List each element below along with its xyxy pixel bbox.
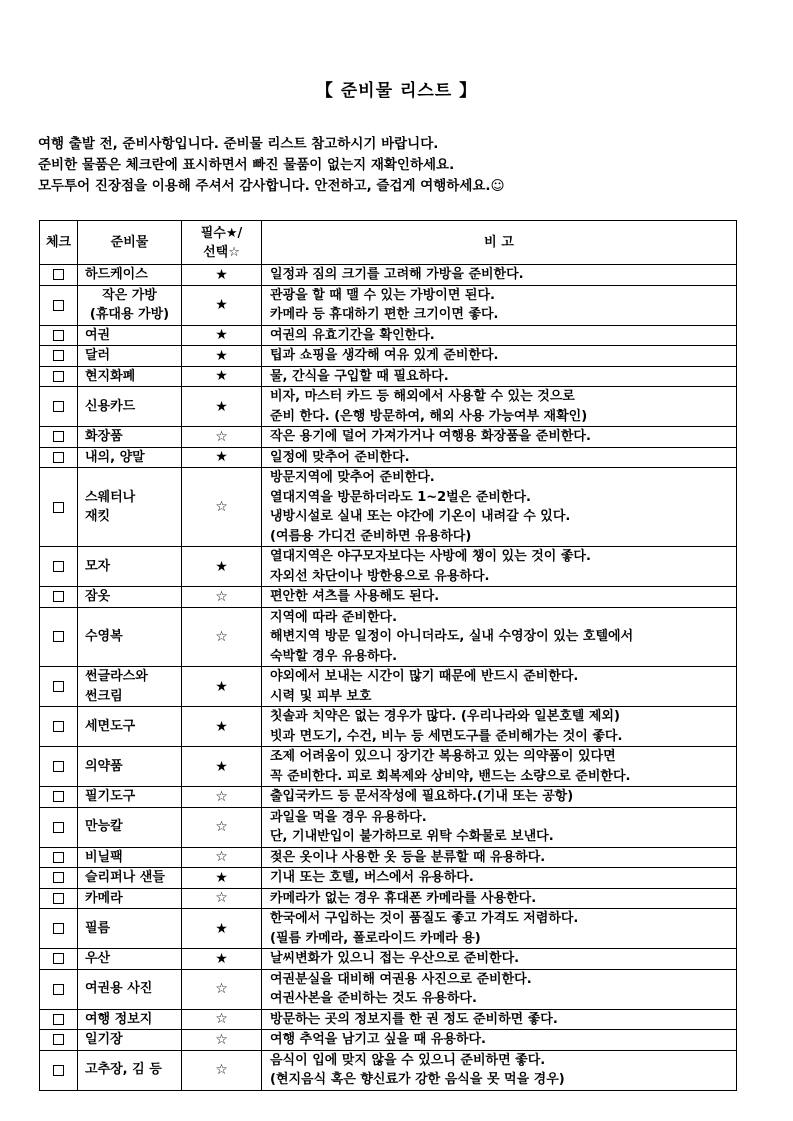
checkbox-cell — [40, 366, 78, 387]
note — [262, 747, 737, 787]
note-line: 야외에서 보내는 시간이 많기 때문에 반드시 준비한다. — [270, 669, 579, 684]
note-line: 비자, 마스터 카드 등 해외에서 사용할 수 있는 것으로 — [270, 389, 575, 404]
note-line: 방문하는 곳의 정보지를 한 권 정도 준비하면 좋다. — [270, 1011, 558, 1027]
table-row — [40, 427, 737, 448]
item-name — [78, 346, 182, 367]
note — [262, 325, 737, 346]
table-row — [40, 325, 737, 346]
item-name — [78, 607, 182, 667]
item-name — [78, 909, 182, 949]
table-row — [40, 847, 737, 868]
note-line: 열대지역을 방문하더라도 1~2벌은 준비한다. — [270, 489, 531, 505]
item-name — [78, 447, 182, 468]
item-name-line: 여권 — [85, 327, 111, 343]
table-row — [40, 807, 737, 847]
item-name-line: 고추장, 김 등 — [85, 1062, 162, 1078]
table-row — [40, 265, 737, 286]
note — [262, 387, 737, 427]
checkbox[interactable] — [53, 822, 64, 833]
item-name — [78, 1009, 182, 1030]
table-row — [40, 587, 737, 608]
note-line: 팁과 쇼핑을 생각해 여유 있게 준비한다. — [270, 348, 499, 363]
note — [262, 667, 737, 707]
checkbox-cell — [40, 468, 78, 547]
note-line: 과일을 먹을 경우 유용하다. — [270, 809, 427, 825]
note-line: 한국에서 구입하는 것이 품질도 좋고 가격도 저렴하다. — [270, 911, 579, 926]
intro-line: 여행 출발 전, 준비사항입니다. 준비물 리스트 참고하시기 바랍니다. — [38, 136, 439, 152]
note — [262, 427, 737, 448]
checkbox-cell — [40, 807, 78, 847]
item-name-line: (휴대용 가방) — [89, 307, 170, 322]
checkbox[interactable] — [53, 631, 64, 642]
checkbox[interactable] — [53, 893, 64, 904]
item-name-line: 하드케이스 — [85, 267, 148, 282]
optional-star-icon: ☆ — [182, 807, 262, 847]
checkbox-cell — [40, 427, 78, 448]
item-name-line: 작은 가방 — [102, 287, 157, 303]
checkbox[interactable] — [53, 681, 64, 692]
item-name — [78, 969, 182, 1009]
note-line: (현지음식 혹은 향신료가 강한 음식을 못 먹을 경우) — [270, 1072, 565, 1087]
optional-star-icon: ☆ — [182, 1009, 262, 1030]
table-row — [40, 868, 737, 889]
checkbox[interactable] — [53, 1034, 64, 1045]
note-line: 여행 추억을 남기고 싶을 때 유용하다. — [270, 1032, 486, 1047]
note — [262, 547, 737, 587]
note-line: 냉방시설로 실내 또는 야간에 기온이 내려갈 수 있다. — [270, 509, 571, 524]
checkbox-cell — [40, 607, 78, 667]
note-line: 조제 어려움이 있으니 장기간 복용하고 있는 의약품이 있다면 — [270, 749, 616, 764]
checkbox-cell — [40, 747, 78, 787]
item-name-line: 모자 — [85, 558, 111, 574]
required-star-icon: ★ — [182, 447, 262, 468]
item-name — [78, 366, 182, 387]
note-line: (필름 카메라, 폴로라이드 카메라 용) — [270, 930, 481, 946]
checkbox-cell — [40, 346, 78, 367]
note-line: 여권사본을 준비하는 것도 유용하다. — [270, 991, 477, 1006]
item-name-line: 여행 정보지 — [85, 1011, 153, 1027]
item-name-line: 현지화폐 — [85, 368, 136, 384]
note — [262, 468, 737, 547]
note-line: 지역에 따라 준비한다. — [270, 609, 398, 625]
table-row — [40, 969, 737, 1009]
note — [262, 1030, 737, 1051]
table-row — [40, 387, 737, 427]
intro-line: 준비한 물품은 체크란에 표시하면서 빠진 물품이 없는지 재확인하세요. — [38, 157, 455, 173]
checkbox[interactable] — [53, 452, 64, 463]
checkbox[interactable] — [53, 953, 64, 964]
item-name — [78, 468, 182, 547]
optional-star-icon: ☆ — [182, 1050, 262, 1090]
item-name-line: 우산 — [85, 951, 111, 966]
note-line: 꼭 준비한다. 피로 회복제와 상비약, 밴드는 소량으로 준비한다. — [270, 768, 631, 784]
table-row — [40, 1050, 737, 1090]
required-star-icon: ★ — [182, 868, 262, 889]
item-name — [78, 707, 182, 747]
note — [262, 949, 737, 970]
note — [262, 285, 737, 325]
checkbox[interactable] — [53, 330, 64, 341]
item-name-line: 여권용 사진 — [85, 981, 153, 997]
item-name — [78, 1050, 182, 1090]
item-name-line: 재킷 — [85, 509, 111, 524]
checkbox-cell — [40, 707, 78, 747]
required-star-icon: ★ — [182, 265, 262, 286]
table-row — [40, 667, 737, 707]
note — [262, 888, 737, 909]
note-line: 열대지역은 야구모자보다는 사방에 챙이 있는 것이 좋다. — [270, 549, 591, 564]
checkbox-cell — [40, 888, 78, 909]
optional-star-icon: ☆ — [182, 587, 262, 608]
note — [262, 366, 737, 387]
checkbox-cell — [40, 1030, 78, 1051]
required-star-icon: ★ — [182, 547, 262, 587]
header-note: 비 고 — [262, 221, 737, 265]
checkbox-cell — [40, 547, 78, 587]
checkbox[interactable] — [53, 350, 64, 361]
optional-star-icon: ☆ — [182, 787, 262, 808]
table-row — [40, 447, 737, 468]
item-name — [78, 888, 182, 909]
item-name-line: 슬리퍼나 샌들 — [85, 870, 165, 885]
item-name — [78, 427, 182, 448]
note — [262, 265, 737, 286]
note-line: 준비 한다. (은행 방문하여, 해외 사용 가능여부 재확인) — [270, 408, 588, 424]
note — [262, 787, 737, 808]
table-row — [40, 747, 737, 787]
note — [262, 1050, 737, 1090]
required-star-icon: ★ — [182, 285, 262, 325]
table-row — [40, 787, 737, 808]
note-line: (여름용 가디건 준비하면 유용하다) — [270, 528, 472, 544]
item-name — [78, 787, 182, 808]
checkbox[interactable] — [53, 1014, 64, 1025]
checkbox[interactable] — [53, 984, 64, 995]
note-line: 카메라가 없는 경우 휴대폰 카메라를 사용한다. — [270, 890, 537, 906]
required-star-icon: ★ — [182, 366, 262, 387]
checkbox[interactable] — [53, 1065, 64, 1076]
table-row — [40, 346, 737, 367]
item-name — [78, 847, 182, 868]
checkbox-cell — [40, 667, 78, 707]
note — [262, 969, 737, 1009]
note — [262, 807, 737, 847]
item-name — [78, 587, 182, 608]
item-name-line: 의약품 — [85, 758, 123, 774]
item-name-line: 만능칼 — [85, 819, 123, 835]
note-line: 카메라 등 휴대하기 편한 크기이면 좋다. — [270, 307, 499, 322]
checkbox-cell — [40, 847, 78, 868]
table-row — [40, 707, 737, 747]
checkbox-cell — [40, 787, 78, 808]
item-name — [78, 747, 182, 787]
note — [262, 607, 737, 667]
item-name — [78, 949, 182, 970]
checkbox-cell — [40, 265, 78, 286]
required-star-icon: ★ — [182, 387, 262, 427]
item-name-line: 화장품 — [85, 429, 123, 444]
item-name-line: 신용카드 — [85, 398, 136, 414]
checkbox[interactable] — [53, 852, 64, 863]
checkbox[interactable] — [53, 431, 64, 442]
checkbox-cell — [40, 969, 78, 1009]
optional-star-icon: ☆ — [182, 607, 262, 667]
required-star-icon: ★ — [182, 909, 262, 949]
note — [262, 587, 737, 608]
table-row — [40, 949, 737, 970]
header-required-line: 선택☆ — [203, 244, 240, 260]
note — [262, 447, 737, 468]
item-name-line: 카메라 — [85, 890, 123, 906]
item-name — [78, 387, 182, 427]
intro-line: 모두투어 진장점을 이용해 주셔서 감사합니다. 안전하고, 즐겁게 여행하세요.☺ — [38, 178, 505, 194]
note-line: 일정과 짐의 크기를 고려해 가방을 준비한다. — [270, 267, 524, 282]
optional-star-icon: ☆ — [182, 1030, 262, 1051]
header-required — [182, 221, 262, 265]
table-row — [40, 607, 737, 667]
checkbox[interactable] — [53, 269, 64, 280]
checkbox[interactable] — [53, 923, 64, 934]
note-line: 관광을 할 때 맬 수 있는 가방이면 된다. — [270, 287, 495, 303]
header-required-line: 필수★/ — [200, 225, 243, 241]
table-row — [40, 909, 737, 949]
item-name-line: 수영복 — [85, 629, 123, 644]
item-name-line: 비닐팩 — [85, 849, 123, 865]
item-name — [78, 868, 182, 889]
required-star-icon: ★ — [182, 667, 262, 707]
note — [262, 1009, 737, 1030]
note-line: 칫솔과 치약은 없는 경우가 많다. (우리나라와 일본호텔 제외) — [270, 709, 620, 724]
required-star-icon: ★ — [182, 325, 262, 346]
checkbox-cell — [40, 285, 78, 325]
note-line: 방문지역에 맞추어 준비한다. — [270, 470, 435, 485]
checkbox[interactable] — [53, 300, 64, 311]
table-row — [40, 468, 737, 547]
item-name — [78, 1030, 182, 1051]
note-line: 작은 용기에 덜어 가져가거나 여행용 화장품을 준비한다. — [270, 429, 591, 444]
note-line: 여권의 유효기간을 확인한다. — [270, 327, 435, 343]
item-name — [78, 265, 182, 286]
required-star-icon: ★ — [182, 747, 262, 787]
note-line: 출입국카드 등 문서작성에 필요하다.(기내 또는 공항) — [270, 789, 574, 804]
note-line: 일정에 맞추어 준비한다. — [270, 449, 410, 465]
note-line: 날씨변화가 있으니 접는 우산으로 준비한다. — [270, 951, 520, 966]
required-star-icon: ★ — [182, 346, 262, 367]
checkbox-cell — [40, 447, 78, 468]
checkbox[interactable] — [53, 721, 64, 732]
checkbox[interactable] — [53, 502, 64, 513]
item-name-line: 일기장 — [85, 1032, 123, 1047]
table-header-row — [40, 221, 737, 265]
table-row — [40, 366, 737, 387]
note-line: 물, 간식을 구입할 때 필요하다. — [270, 368, 449, 384]
item-name-line: 세면도구 — [85, 718, 136, 734]
intro-text — [38, 134, 768, 197]
header-check: 체크 — [40, 221, 78, 265]
checkbox-cell — [40, 325, 78, 346]
item-name-line: 스웨터나 — [85, 489, 136, 505]
checkbox-cell — [40, 868, 78, 889]
checkbox[interactable] — [53, 401, 64, 412]
checklist-table — [39, 220, 737, 1091]
item-name-line: 내의, 양말 — [85, 449, 145, 465]
table-row — [40, 1030, 737, 1051]
checkbox[interactable] — [53, 791, 64, 802]
item-name-line: 필기도구 — [85, 789, 136, 804]
note-line: 젖은 옷이나 사용한 옷 등을 분류할 때 유용하다. — [270, 849, 546, 865]
table-row — [40, 1009, 737, 1030]
checkbox-cell — [40, 1050, 78, 1090]
item-name — [78, 547, 182, 587]
page-title: 【 준비물 리스트 】 — [315, 81, 478, 101]
note-line: 시력 및 피부 보호 — [270, 688, 372, 704]
optional-star-icon: ☆ — [182, 847, 262, 868]
item-name — [78, 667, 182, 707]
item-name-line: 필름 — [85, 920, 111, 936]
item-name-line: 잠옷 — [85, 589, 111, 604]
note-line: 빗과 면도기, 수건, 비누 등 세면도구를 준비해가는 것이 좋다. — [270, 728, 623, 744]
note-line: 음식이 입에 맞지 않을 수 있으니 준비하면 좋다. — [270, 1052, 546, 1068]
table-row — [40, 888, 737, 909]
checkbox-cell — [40, 387, 78, 427]
optional-star-icon: ☆ — [182, 969, 262, 1009]
checkbox[interactable] — [53, 591, 64, 602]
checkbox[interactable] — [53, 761, 64, 772]
checkbox[interactable] — [53, 371, 64, 382]
note-line: 자외선 차단이나 방한용으로 유용하다. — [270, 568, 490, 584]
table-row — [40, 285, 737, 325]
note — [262, 707, 737, 747]
checkbox-cell — [40, 949, 78, 970]
note — [262, 868, 737, 889]
item-name — [78, 807, 182, 847]
note-line: 편안한 셔츠를 사용해도 된다. — [270, 589, 440, 604]
required-star-icon: ★ — [182, 949, 262, 970]
table-row — [40, 547, 737, 587]
checkbox-cell — [40, 909, 78, 949]
note — [262, 909, 737, 949]
note — [262, 847, 737, 868]
note — [262, 346, 737, 367]
checkbox[interactable] — [53, 872, 64, 883]
header-item: 준비물 — [78, 221, 182, 265]
optional-star-icon: ☆ — [182, 468, 262, 547]
required-star-icon: ★ — [182, 707, 262, 747]
note-line: 해변지역 방문 일정이 아니더라도, 실내 수영장이 있는 호텔에서 — [270, 629, 634, 644]
note-line: 단, 기내반입이 불가하므로 위탁 수화물로 보낸다. — [270, 829, 554, 844]
item-name-line: 썬글라스와 — [85, 669, 148, 684]
checkbox-cell — [40, 1009, 78, 1030]
optional-star-icon: ☆ — [182, 427, 262, 448]
note-line: 숙박할 경우 유용하다. — [270, 648, 398, 664]
item-name-line: 달러 — [85, 348, 111, 363]
checkbox[interactable] — [53, 561, 64, 572]
item-name — [78, 285, 182, 325]
item-name — [78, 325, 182, 346]
item-name-line: 썬크림 — [85, 688, 123, 704]
checkbox-cell — [40, 587, 78, 608]
optional-star-icon: ☆ — [182, 888, 262, 909]
note-line: 기내 또는 호텔, 버스에서 유용하다. — [270, 870, 474, 885]
note-line: 여권분실을 대비해 여권용 사진으로 준비한다. — [270, 971, 532, 987]
